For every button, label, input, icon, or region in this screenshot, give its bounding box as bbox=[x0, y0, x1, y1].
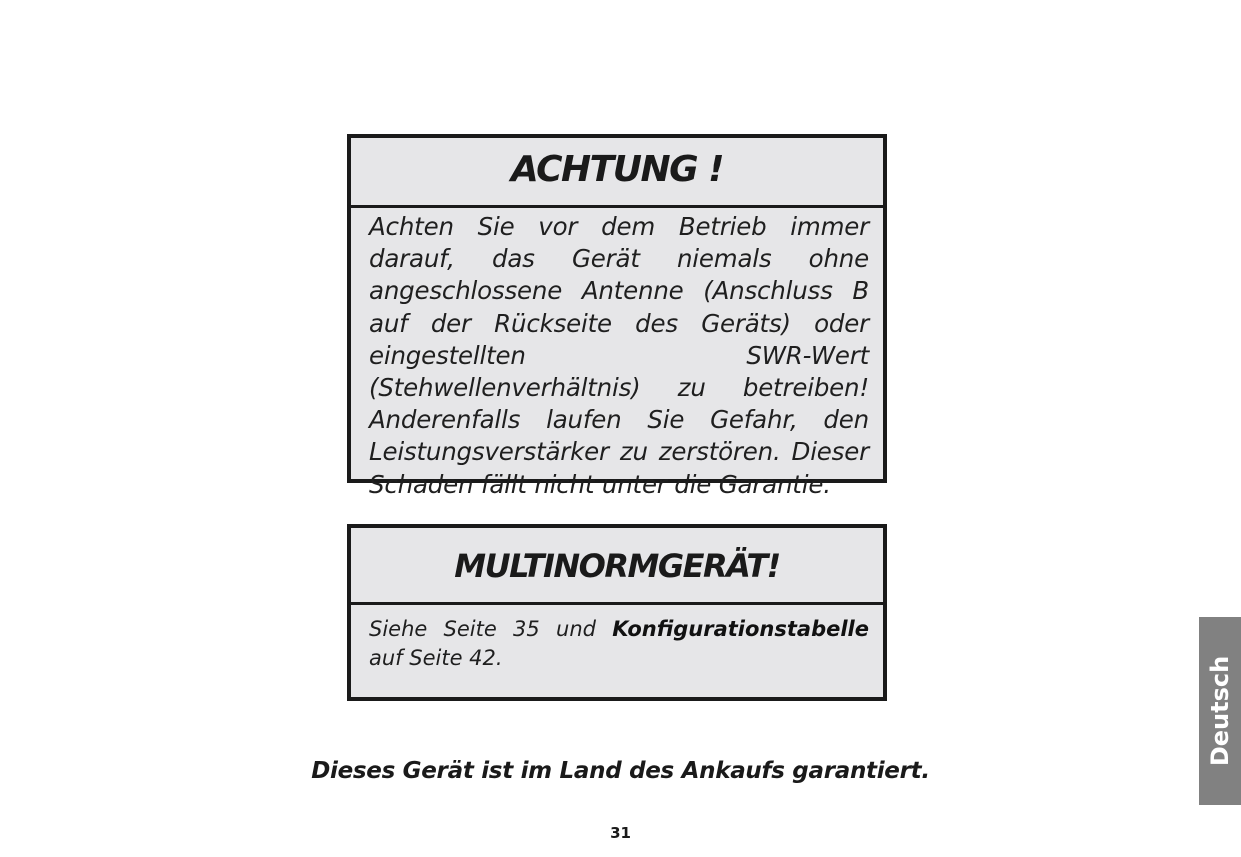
configuration-table-reference: Konfigurationstabelle bbox=[612, 617, 869, 641]
warning-title: ACHTUNG ! bbox=[351, 138, 883, 208]
page-number: 31 bbox=[610, 824, 631, 842]
multinorm-title: MULTINORMGERÄT! bbox=[351, 528, 883, 605]
multinorm-box bbox=[347, 524, 887, 701]
multinorm-text-prefix: Siehe Seite 35 und bbox=[369, 617, 613, 641]
multinorm-text bbox=[351, 605, 883, 673]
language-tab-label: Deutsch bbox=[1206, 655, 1234, 767]
multinorm-text-suffix: auf Seite 42. bbox=[369, 646, 503, 670]
language-tab bbox=[1199, 617, 1241, 805]
warning-box bbox=[347, 134, 887, 499]
warning-text: Achten Sie vor dem Betrieb immer darauf, das Gerät niemals ohne angeschlossene Antenne (Anschluss B auf der Rückseite des Geräts) oder eingestellten SWR-Wert (Stehwellenverhältnis) zu betreiben! Anderenfalls laufen Sie Gefahr, den Leistungsverstärker zu zerstören. Dieser Schaden fällt nicht unter die Garantie. bbox=[369, 212, 869, 499]
guarantee-notice: Dieses Gerät ist im Land des Ankaufs garantiert. bbox=[311, 758, 930, 784]
